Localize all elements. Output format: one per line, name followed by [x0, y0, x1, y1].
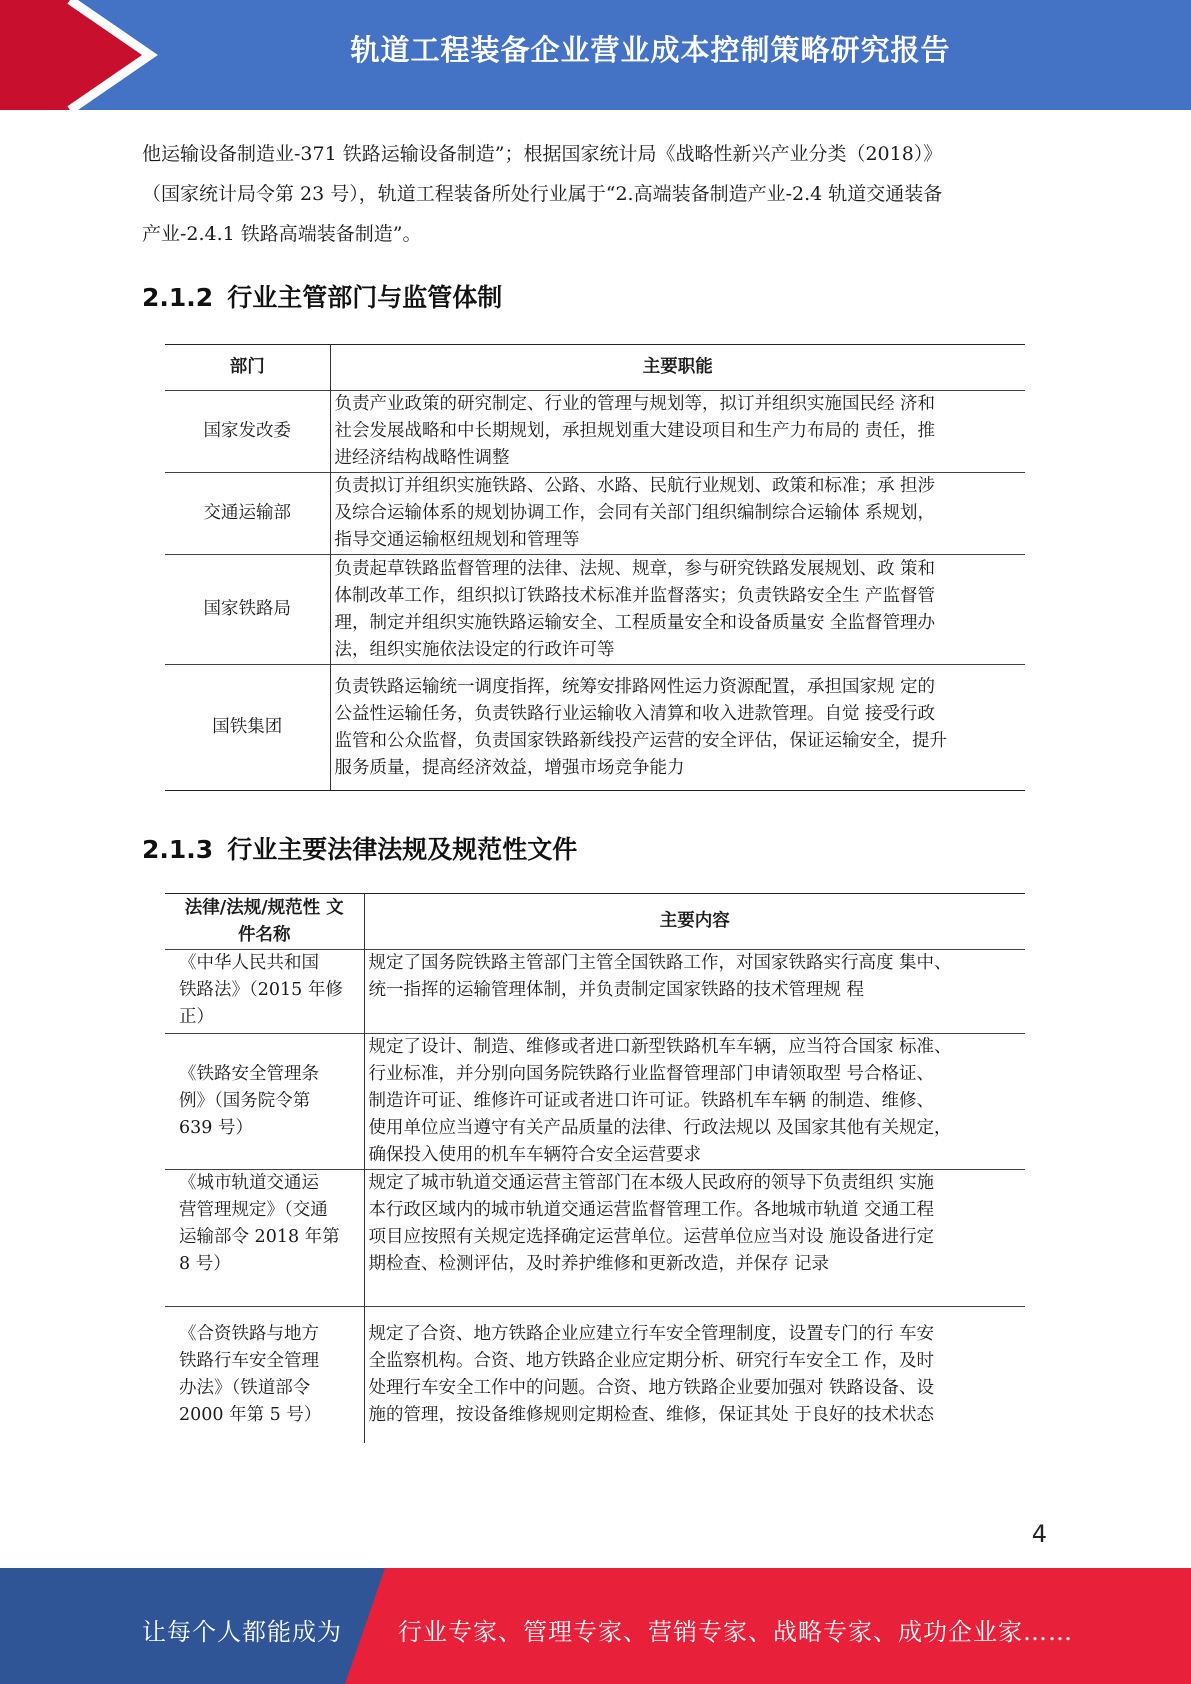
department-name: 国家发改委: [165, 391, 330, 473]
table-row: [165, 665, 1025, 791]
desc-line: 规定了合资、地方铁路企业应建立行车安全管理制度，设置专门的行 车安: [368, 1323, 935, 1344]
law-name-line: 639 号）: [179, 1118, 253, 1138]
law-content: [364, 1170, 1025, 1307]
desc-line: 指导交通运输枢纽规划和管理等: [334, 530, 580, 550]
section-number: 2.1.2: [142, 283, 214, 312]
law-name-line: 正）: [179, 1007, 214, 1027]
department-functions: [330, 391, 1025, 473]
law-name-line: 营管理规定》（交通: [179, 1200, 328, 1220]
desc-line: 施的管理，按设备维修规则定期检查、维修，保证其处 于良好的技术状态: [368, 1404, 935, 1425]
law-name-line: 《铁路安全管理条: [179, 1064, 319, 1084]
desc-line: 处理行车安全工作中的问题。合资、地方铁路企业要加强对 铁路设备、设: [368, 1377, 935, 1398]
laws-table: [165, 893, 1025, 1443]
desc-line: 全监察机构。合资、地方铁路企业应定期分析、研究行车安全工 作，及时: [368, 1350, 935, 1371]
desc-line: 社会发展战略和中长期规划，承担规划重大建设项目和生产力布局的 责任，推: [334, 421, 936, 441]
regulators-table: [165, 344, 1025, 791]
table-header-law-name: [165, 894, 364, 950]
department-functions: [330, 665, 1025, 791]
desc-line: 规定了设计、制造、维修或者进口新型铁路机车车辆，应当符合国家 标准、: [368, 1037, 952, 1057]
law-content: [364, 1307, 1025, 1443]
law-name: [165, 1307, 364, 1443]
table-header-functions: 主要职能: [330, 345, 1025, 391]
table-row: [165, 391, 1025, 473]
table-row: [165, 1034, 1025, 1170]
intro-line: （国家统计局令第 23 号），轨道工程装备所处行业属于“2.高端装备制造产业-2.4 轨道交通装备: [142, 183, 943, 205]
desc-line: 规定了国务院铁路主管部门主管全国铁路工作，对国家铁路实行高度 集中、: [368, 953, 952, 973]
desc-line: 服务质量，提高经济效益，增强市场竞争能力: [334, 757, 685, 778]
department-name: 交通运输部: [165, 473, 330, 555]
section-heading-2-1-3: [142, 830, 577, 866]
desc-line: 项目应按照有关规定选择确定运营单位。运营单位应当对设 施设备进行定: [368, 1227, 935, 1247]
intro-line: 产业-2.4.1 铁路高端装备制造”。: [142, 223, 422, 245]
section-number: 2.1.3: [142, 835, 214, 864]
footer-slogan-left: 让每个人都能成为: [142, 1618, 342, 1646]
page-number: 4: [1031, 1520, 1047, 1548]
page-header: [0, 0, 1191, 110]
law-name-line: 例》（国务院令第: [179, 1091, 311, 1111]
desc-line: 本行政区域内的城市轨道交通运营监督管理工作。各地城市轨道 交通工程: [368, 1200, 935, 1220]
department-name: 国家铁路局: [165, 555, 330, 665]
department-name: 国铁集团: [165, 665, 330, 791]
intro-line: 他运输设备制造业-371 铁路运输设备制造”；根据国家统计局《战略性新兴产业分类（2018）》: [142, 143, 943, 165]
desc-line: 及综合运输体系的规划协调工作，会同有关部门组织编制综合运输体 系规划，: [334, 503, 936, 523]
law-content: [364, 950, 1025, 1034]
law-name: [165, 1034, 364, 1170]
table-row: [165, 473, 1025, 555]
department-functions: [330, 555, 1025, 665]
law-name: [165, 1170, 364, 1307]
law-name-line: 2000 年第 5 号）: [179, 1404, 322, 1425]
law-content: [364, 1034, 1025, 1170]
law-name-line: 铁路行车安全管理: [179, 1350, 319, 1371]
law-name-line: 办法》（铁道部令: [179, 1377, 311, 1398]
table-row: [165, 555, 1025, 665]
desc-line: 统一指挥的运输管理体制，并负责制定国家铁路的技术管理规 程: [368, 980, 865, 1000]
desc-line: 体制改革工作，组织拟订铁路技术标准并监督落实；负责铁路安全生 产监督管: [334, 585, 936, 606]
desc-line: 制造许可证、维修许可证或者进口许可证。铁路机车车辆 的制造、维修、: [368, 1091, 935, 1111]
law-name-line: 《合资铁路与地方: [179, 1323, 319, 1344]
header-title: 轨道工程装备企业营业成本控制策略研究报告: [350, 33, 951, 67]
law-name-line: 《城市轨道交通运: [179, 1173, 319, 1193]
law-name-line: 《中华人民共和国: [179, 953, 319, 973]
desc-line: 使用单位应当遵守有关产品质量的法律、行政法规以 及国家其他有关规定，: [368, 1118, 952, 1138]
law-name: [165, 950, 364, 1034]
department-functions: [330, 473, 1025, 555]
desc-line: 负责拟订并组织实施铁路、公路、水路、民航行业规划、政策和标准；承 担涉: [334, 476, 936, 496]
desc-line: 理，制定并组织实施铁路运输安全、工程质量安全和设备质量安 全监督管理办: [334, 612, 936, 633]
section-title: 行业主要法律法规及规范性文件: [227, 835, 578, 864]
table-row: [165, 1170, 1025, 1307]
footer-slogan-right: 行业专家、管理专家、营销专家、战略专家、成功企业家……: [398, 1618, 1073, 1646]
header-arrow-decoration: [0, 0, 160, 110]
header-line: 法律/法规/规范性 文: [184, 897, 344, 918]
section-title: 行业主管部门与监管体制: [227, 283, 503, 312]
desc-line: 监管和公众监督，负责国家铁路新线投产运营的安全评估，保证运输安全，提升: [334, 730, 947, 751]
law-name-line: 运输部令 2018 年第: [179, 1227, 340, 1247]
law-name-line: 8 号）: [179, 1254, 231, 1274]
desc-line: 规定了城市轨道交通运营主管部门在本级人民政府的领导下负责组织 实施: [368, 1173, 935, 1193]
desc-line: 进经济结构战略性调整: [334, 448, 510, 468]
intro-paragraph: [142, 134, 1042, 254]
law-name-line: 铁路法》（2015 年修: [179, 980, 343, 1000]
page-footer: [0, 1568, 1191, 1684]
desc-line: 法，组织实施依法设定的行政许可等: [334, 639, 615, 660]
desc-line: 负责产业政策的研究制定、行业的管理与规划等，拟订并组织实施国民经 济和: [334, 394, 936, 414]
table-row: [165, 950, 1025, 1034]
desc-line: 行业标准，并分别向国务院铁路行业监督管理部门申请领取型 号合格证、: [368, 1064, 935, 1084]
desc-line: 期检查、检测评估，及时养护维修和更新改造，并保存 记录: [368, 1254, 830, 1274]
desc-line: 确保投入使用的机车车辆符合安全运营要求: [368, 1145, 701, 1165]
header-line: 件名称: [238, 924, 291, 945]
table-header-content: 主要内容: [364, 894, 1025, 950]
table-header-department: 部门: [165, 345, 330, 391]
table-row: [165, 1307, 1025, 1443]
section-heading-2-1-2: [142, 278, 502, 314]
desc-line: 公益性运输任务，负责铁路行业运输收入清算和收入进款管理。自觉 接受行政: [334, 703, 936, 724]
desc-line: 负责铁路运输统一调度指挥，统筹安排路网性运力资源配置，承担国家规 定的: [334, 676, 936, 697]
desc-line: 负责起草铁路监督管理的法律、法规、规章，参与研究铁路发展规划、政 策和: [334, 558, 936, 579]
